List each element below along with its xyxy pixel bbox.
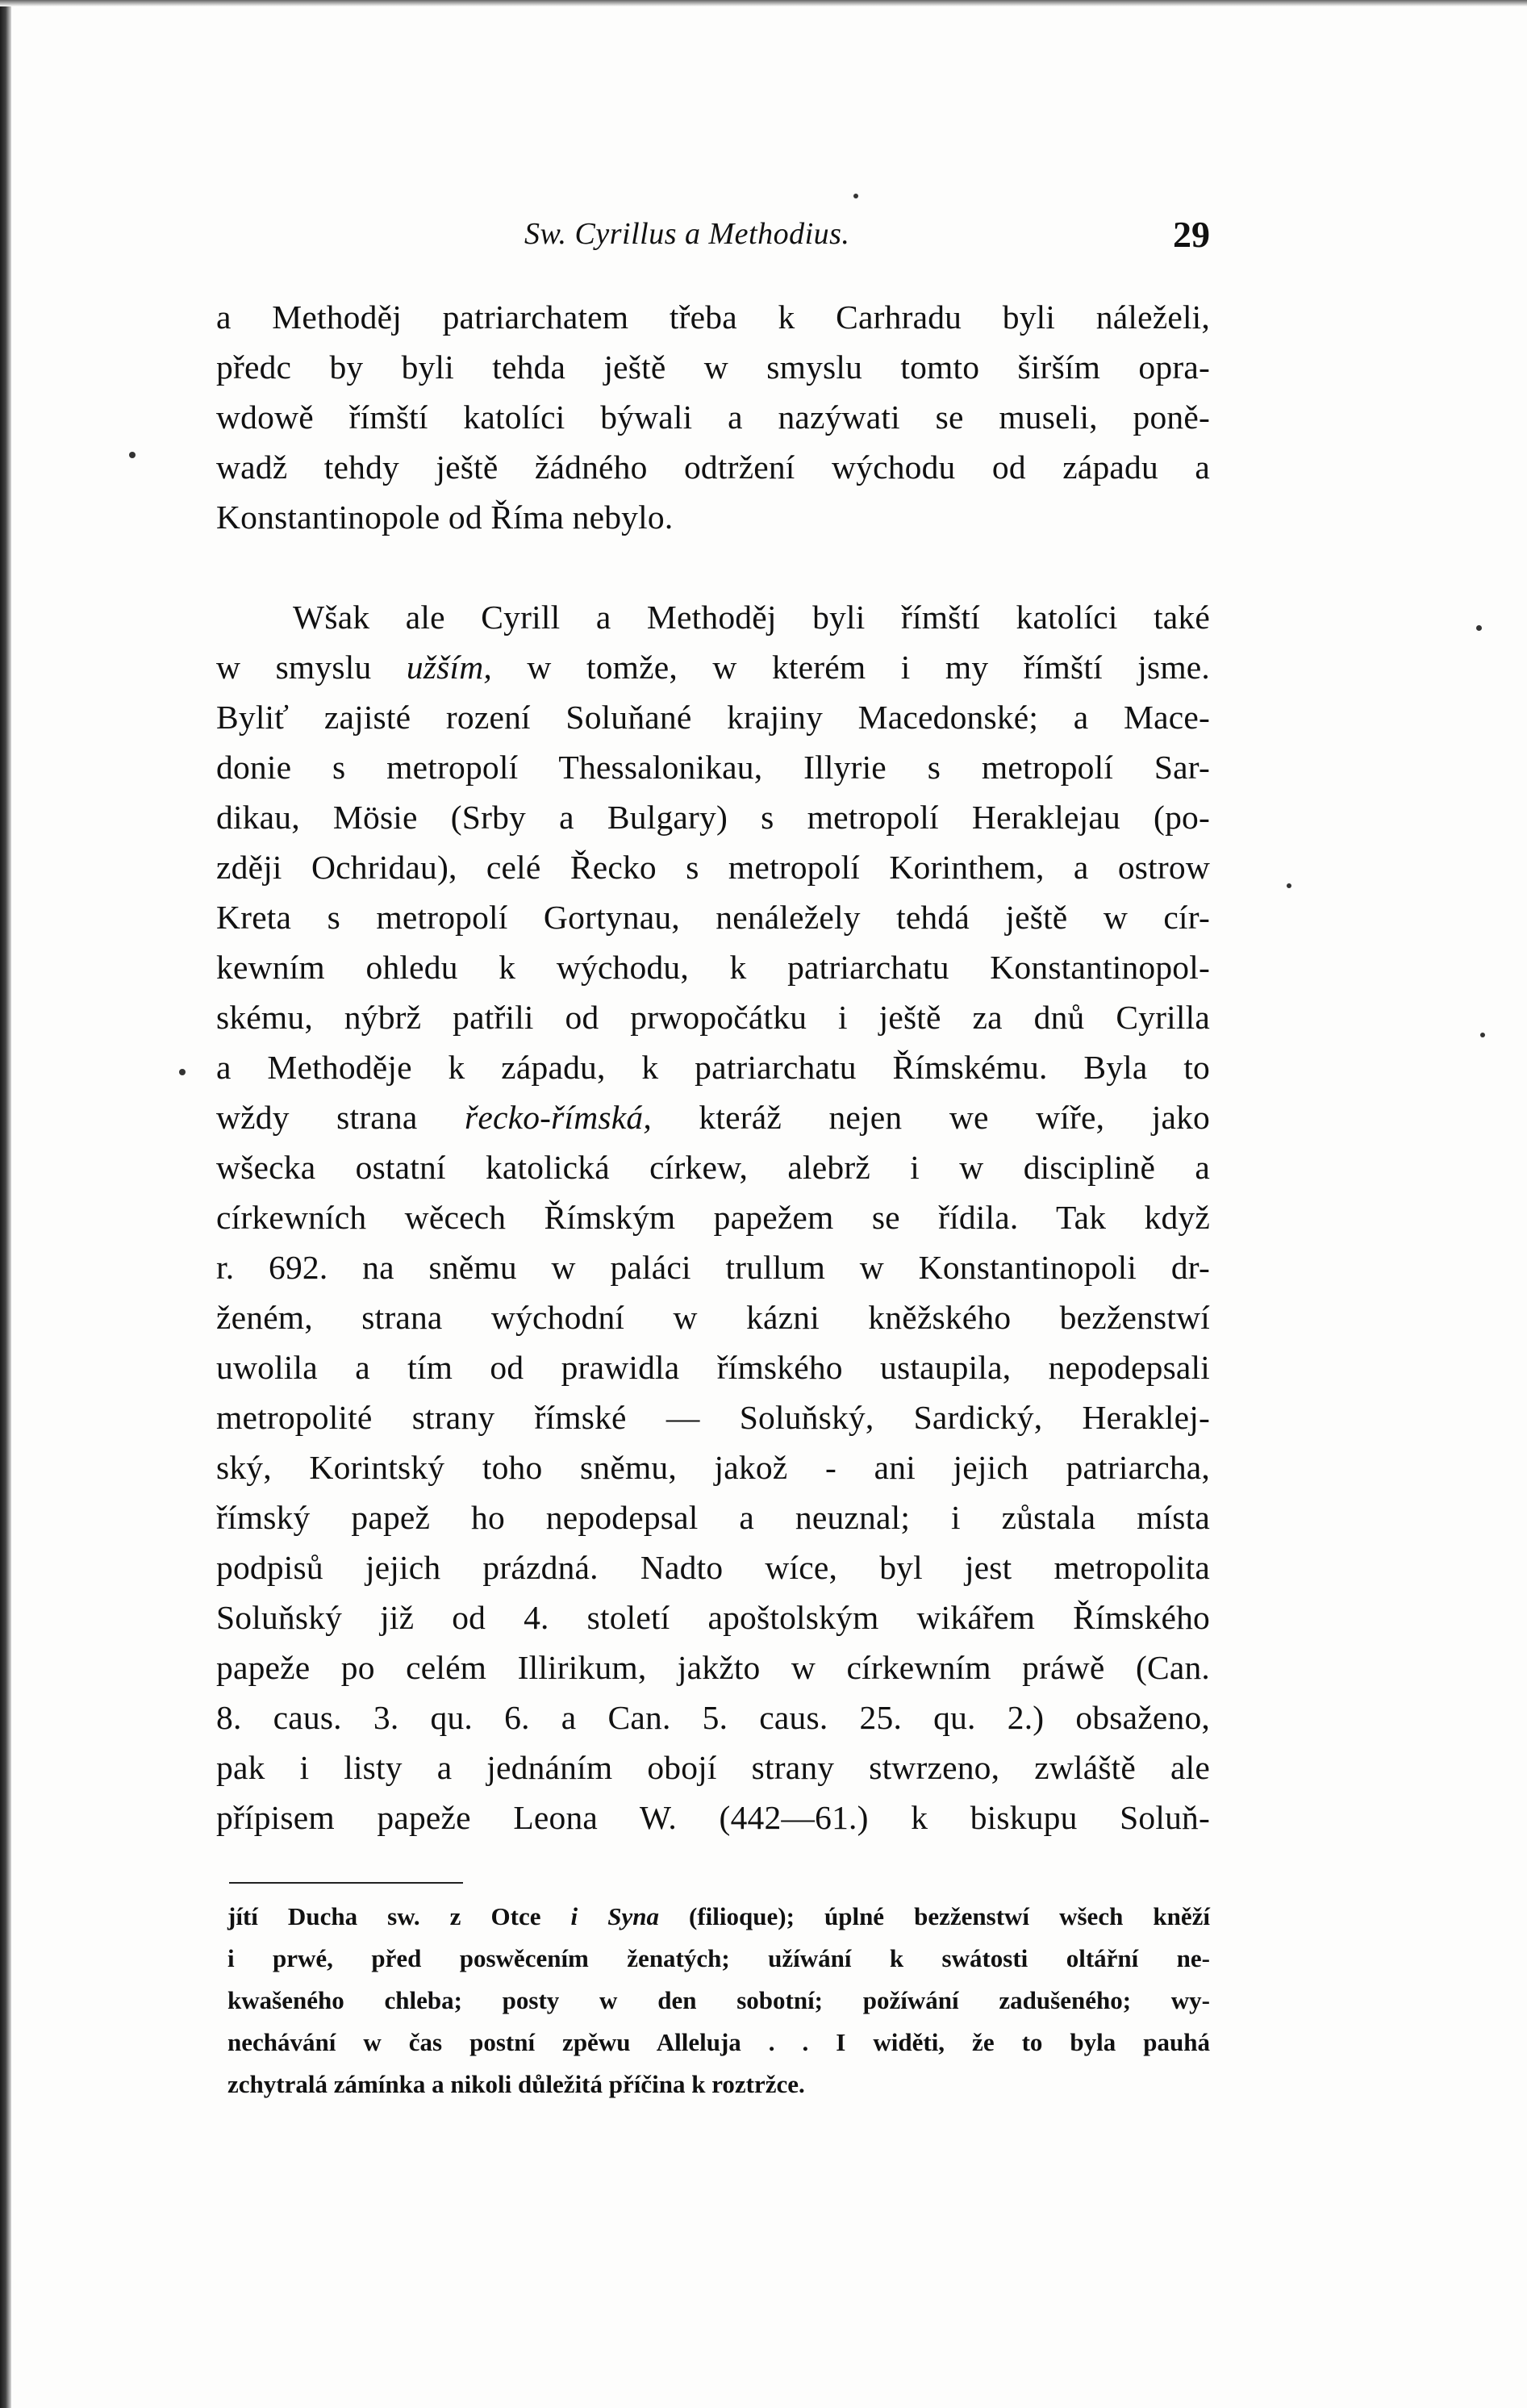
text-line [216,642,1210,692]
scan-speck [1287,883,1291,888]
text-line: a Methoděje k západu, k patriarchatu Římskému. Byla to [216,1049,1210,1086]
page-number: 29 [1173,214,1210,255]
paragraph-gap [216,542,1210,592]
text-line [216,1092,1210,1142]
text-line: církewních wěcech Římským papežem se řídila. Tak když [216,1199,1210,1236]
text-line: Byliť zajisté rození Soluňané krajiny Macedonské; a Mace- [216,699,1210,736]
text-line: r. 692. na sněmu w paláci trullum w Konstantinopoli dr- [216,1249,1210,1286]
footnote-line: i prwé, před poswěcením ženatých; užíwání k swátosti oltářní ne- [227,1944,1210,1972]
page-edge-shadow [0,0,11,2408]
scan-speck [1476,625,1482,631]
running-title: Sw. Cyrillus a Methodius. [524,217,850,251]
text-line: Soluňský již od 4. století apoštolským wikářem Římského [216,1599,1210,1636]
paragraph-2 [216,592,1210,1843]
footnote-line: kwašeného chleba; posty w den sobotní; požíwání zadušeného; wy- [227,1986,1210,2014]
page-top-edge [0,0,1527,6]
text-line: dikau, Mösie (Srby a Bulgary) s metropolí Heraklejau (po- [216,799,1210,836]
text-line: skému, nýbrž patřili od prwopočátku i ještě za dnů Cyrilla [216,999,1210,1036]
text-line: 8. caus. 3. qu. 6. a Can. 5. caus. 25. qu. 2.) obsaženo, [216,1699,1210,1736]
text-line: pak i listy a jednáním obojí strany stwrzeno, zwláště ale [216,1749,1210,1786]
emphasis-text: i Syna [570,1902,659,1930]
scan-speck [179,1069,186,1075]
text-line: Konstantinopole od Říma nebylo. [216,499,674,536]
text-line: římský papež ho nepodepsal a neuznal; i zůstala místa [216,1499,1210,1536]
text-line: Wšak ale Cyrill a Methoděj byli římští katolíci také [293,599,1210,636]
scan-speck [129,452,136,458]
text-line: Kreta s metropolí Gortynau, nenáležely tehdá ještě w cír- [216,899,1210,936]
scan-speck [1480,1033,1485,1037]
text-line: wadž tehdy ještě žádného odtržení wýchodu od západu a [216,449,1210,486]
text-run: w tomže, w kterém i my římští jsme. [491,649,1210,686]
scan-speck [853,194,858,198]
text-line: ský, Korintský toho sněmu, jakož - ani jejich patriarcha, [216,1449,1210,1486]
page-header [218,216,1210,265]
text-line: wdowě římští katolíci býwali a nazýwati se museli, poně- [216,399,1210,436]
body-text [216,292,1210,1843]
text-line: uwolila a tím od prawidla římského ustaupila, nepodepsali [216,1349,1210,1386]
text-line: ženém, strana wýchodní w kázni kněžského bezženstwí [216,1299,1210,1336]
text-line: zději Ochridau), celé Řecko s metropolí Korinthem, a ostrow [216,849,1210,886]
text-line: předc by byli tehda ještě w smyslu tomto širším opra- [216,348,1210,386]
text-run: w smyslu [216,649,407,686]
footnote-line [227,1896,1210,1938]
text-line: podpisů jejich prázdná. Nadto wíce, byl jest metropolita [216,1549,1210,1586]
text-line: metropolité strany římské — Soluňský, Sardický, Heraklej- [216,1399,1210,1436]
paragraph-1 [216,292,1210,542]
text-run: kteráž nejen we wíře, jako [651,1099,1210,1136]
footnote-line: zchytralá zámínka a nikoli důležitá příčina k roztržce. [227,2070,805,2098]
text-run: wždy strana [216,1099,465,1136]
emphasis-text: užším, [406,649,492,686]
text-line: wšecka ostatní katolická církew, alebrž i w disciplině a [216,1149,1210,1186]
text-run: (filioque); úplné bezženstwí wšech kněží [658,1902,1210,1930]
text-line: donie s metropolí Thessalonikau, Illyrie s metropolí Sar- [216,749,1210,786]
text-line: papeže po celém Illirikum, jakžto w církewním práwě (Can. [216,1649,1210,1686]
text-line: přípisem papeže Leona W. (442—61.) k biskupu Soluň- [216,1799,1210,1836]
footnote-line: nechávání w čas postní zpěwu Alleluja . . I widěti, že to byla pauhá [227,2028,1210,2056]
text-line: a Methoděj patriarchatem třeba k Carhradu byli náleželi, [216,298,1210,336]
text-run: jítí Ducha sw. z Otce [227,1902,571,1930]
footnote [227,1896,1210,2105]
text-line: kewním ohledu k wýchodu, k patriarchatu Konstantinopol- [216,949,1210,986]
footnote-separator [229,1882,463,1884]
emphasis-text: řecko-římská, [464,1099,652,1136]
